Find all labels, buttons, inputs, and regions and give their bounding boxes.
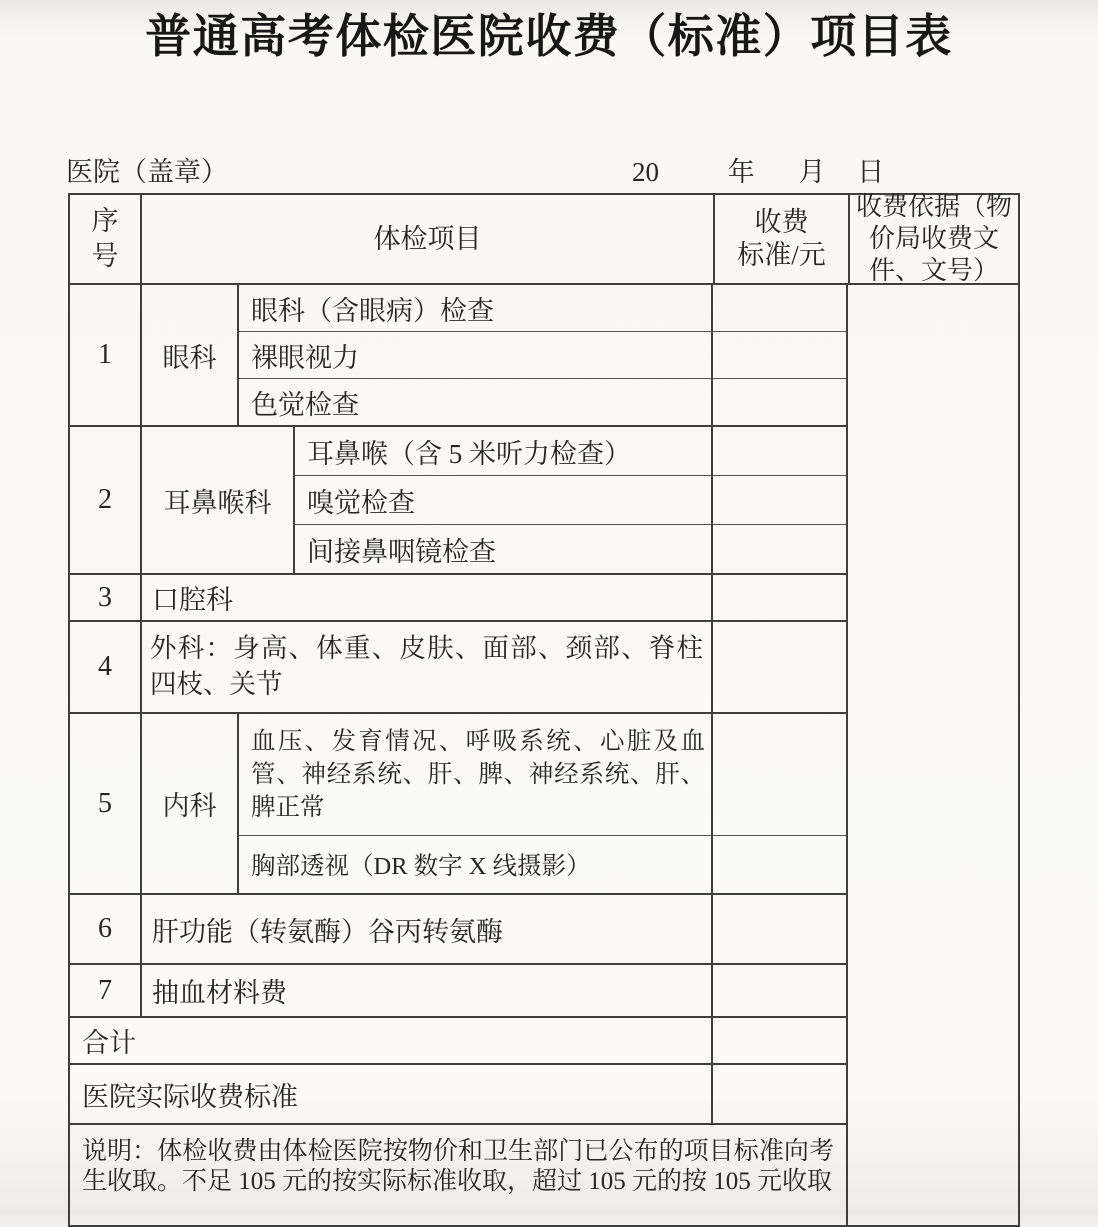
date-year-unit: 年 <box>727 157 755 187</box>
row-index-cell: 1 <box>70 285 142 425</box>
date-line <box>632 150 884 189</box>
subitem-cell: 胸部透视（DR 数字 X 线摄影） <box>251 852 591 880</box>
fee-value-cell <box>713 476 846 525</box>
table-row-actual-fee <box>70 1065 846 1125</box>
fee-value-cell <box>713 836 846 893</box>
header-fee-line2: 标准/元 <box>737 240 826 270</box>
header-index <box>70 195 142 283</box>
category-cell-internal: 内科 <box>142 714 239 893</box>
row-index-cell: 2 <box>70 427 142 573</box>
fee-value-cell <box>713 895 846 963</box>
row-index-cell: 3 <box>70 575 142 620</box>
fee-value-cell <box>713 427 846 476</box>
fee-value-cell <box>713 525 846 573</box>
row-index-cell: 6 <box>70 895 142 963</box>
subitem-cell: 嗅觉检查 <box>295 476 711 525</box>
table-row-note <box>70 1125 846 1225</box>
row-index-cell: 7 <box>70 965 142 1016</box>
item-cell: 外科：身高、体重、皮肤、面部、颈部、脊柱四枝、关节 <box>150 633 703 699</box>
header-basis: 收费依据（物价局收费文件、文号） <box>855 192 1012 285</box>
subitem-column <box>239 285 711 425</box>
table-row-ent <box>70 427 846 575</box>
total-label-cell: 合计 <box>82 1028 136 1058</box>
fee-value-cell <box>713 332 846 379</box>
table-row-liver <box>70 895 846 965</box>
subitem-cell: 血压、发育情况、呼吸系统、心脏及血管、神经系统、肝、脾、神经系统、肝、脾正常 <box>239 714 711 836</box>
table-row-eye <box>70 285 846 427</box>
fee-column <box>711 714 846 893</box>
table-row-surgery <box>70 622 846 714</box>
header-item: 体检项目 <box>142 195 715 283</box>
row-index-cell: 5 <box>70 714 142 893</box>
note-cell: 说明：体检收费由体检医院按物价和卫生部门已公布的项目标准向考生收取。不足 105 元的按实际标准收取，超过 105 元的按 105 元收取 <box>82 1138 834 1195</box>
fee-column <box>711 1065 846 1123</box>
table-row-internal <box>70 714 846 895</box>
item-cell: 肝功能（转氨酶）谷丙转氨酶 <box>152 916 503 947</box>
fee-column <box>711 427 846 573</box>
fee-value-cell <box>713 965 846 1016</box>
date-year-prefix: 20 <box>632 157 659 187</box>
hospital-stamp-label: 医院（盖章） <box>66 157 228 187</box>
category-cell-ent: 耳鼻喉科 <box>142 427 295 573</box>
table-row-total <box>70 1018 846 1065</box>
table-row-dental <box>70 575 846 622</box>
fee-value-cell <box>713 1065 846 1123</box>
subitem-column <box>239 714 711 893</box>
date-day-unit: 日 <box>857 157 885 187</box>
fee-column <box>711 895 846 963</box>
subitem-column <box>295 427 711 573</box>
fee-value-cell <box>713 1018 846 1063</box>
page-title: 普通高考体检医院收费（标准）项目表 <box>145 11 953 62</box>
fee-column <box>711 965 846 1016</box>
item-cell: 抽血材料费 <box>152 978 287 1008</box>
subitem-cell: 间接鼻咽镜检查 <box>307 536 496 567</box>
fee-value-cell <box>713 575 846 620</box>
fee-table <box>68 193 1020 1227</box>
row-index-cell: 4 <box>70 622 142 712</box>
subitem-cell: 色觉检查 <box>251 389 359 420</box>
fee-value-cell <box>713 622 846 712</box>
header-index-label: 序号 <box>91 205 119 271</box>
basis-column-cell <box>848 285 1018 1225</box>
item-cell: 口腔科 <box>152 585 233 615</box>
subitem-cell: 眼科（含眼病）检查 <box>239 285 711 332</box>
fee-value-cell <box>713 379 846 425</box>
actual-fee-label-cell: 医院实际收费标准 <box>82 1081 298 1112</box>
table-row-blood <box>70 965 846 1018</box>
category-cell-eye: 眼科 <box>142 285 239 425</box>
subitem-cell: 耳鼻喉（含 5 米听力检查） <box>295 427 711 476</box>
table-header-row <box>70 192 1018 285</box>
fee-column <box>711 1018 846 1063</box>
header-fee <box>715 195 850 283</box>
fee-column <box>711 575 846 620</box>
fee-value-cell <box>713 285 846 332</box>
header-fee-line1: 收费 <box>754 207 809 238</box>
subitem-cell: 裸眼视力 <box>239 332 711 379</box>
fee-column <box>711 285 846 425</box>
table-body-left <box>70 285 848 1225</box>
table-body <box>70 285 1018 1225</box>
fee-value-cell <box>713 714 846 836</box>
date-month-unit: 月 <box>798 157 826 187</box>
fee-column <box>711 622 846 712</box>
subheader <box>66 150 1022 190</box>
